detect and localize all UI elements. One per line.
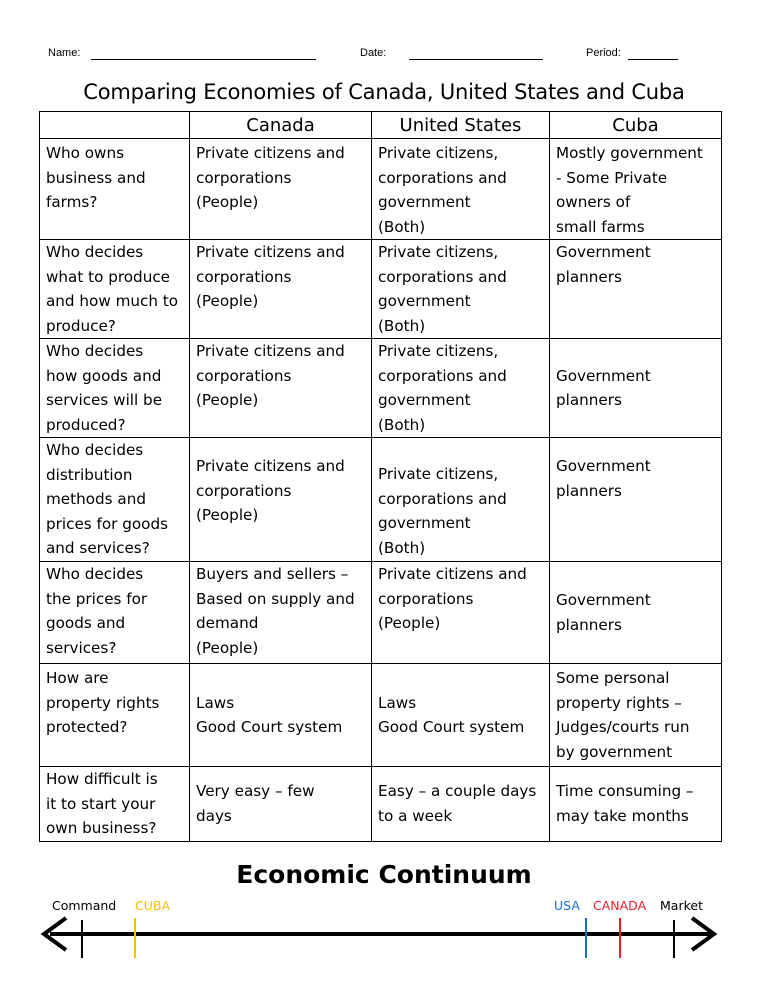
period-label: Period: bbox=[586, 47, 621, 59]
row-question: Who decides how goods and services will be produced? bbox=[40, 339, 190, 438]
name-label: Name: bbox=[48, 47, 81, 59]
column-header-canada: Canada bbox=[190, 112, 372, 139]
date-label: Date: bbox=[360, 47, 387, 59]
united-states-cell: Private citizens and corporations (People) bbox=[372, 562, 550, 664]
row-question: Who owns business and farms? bbox=[40, 139, 190, 240]
row-question: Who decides distribution methods and prices for goods and services? bbox=[40, 438, 190, 562]
row-question: Who decides the prices for goods and services? bbox=[40, 562, 190, 664]
canada-cell: Very easy – few days bbox=[190, 767, 372, 842]
page-title: Comparing Economies of Canada, United States and Cuba bbox=[83, 80, 685, 104]
united-states-cell: Private citizens, corporations and government (Both) bbox=[372, 438, 550, 562]
united-states-cell: Easy – a couple days to a week bbox=[372, 767, 550, 842]
united-states-cell: Private citizens, corporations and government (Both) bbox=[372, 139, 550, 240]
cuba-marker-label: CUBA bbox=[135, 898, 171, 913]
column-header-united-states: United States bbox=[372, 112, 550, 139]
cuba-cell: Mostly government - Some Private owners of small farms bbox=[550, 139, 722, 240]
canada-cell: Private citizens and corporations (People) bbox=[190, 339, 372, 438]
united-states-cell: Private citizens, corporations and government (Both) bbox=[372, 240, 550, 339]
canada-cell: Buyers and sellers – Based on supply and demand (People) bbox=[190, 562, 372, 664]
row-question: Who decides what to produce and how much to produce? bbox=[40, 240, 190, 339]
usa-marker-label: USA bbox=[554, 898, 580, 913]
united-states-cell: Laws Good Court system bbox=[372, 664, 550, 767]
canada-cell: Laws Good Court system bbox=[190, 664, 372, 767]
row-question: How difficult is it to start your own business? bbox=[40, 767, 190, 842]
continuum-title: Economic Continuum bbox=[236, 860, 532, 889]
canada-cell: Private citizens and corporations (People) bbox=[190, 139, 372, 240]
command-label: Command bbox=[52, 898, 117, 913]
canada-marker-label: CANADA bbox=[593, 898, 647, 913]
cuba-cell: Government planners bbox=[550, 562, 722, 664]
cuba-cell: Time consuming – may take months bbox=[550, 767, 722, 842]
canada-cell: Private citizens and corporations (People) bbox=[190, 438, 372, 562]
cuba-cell: Government planners bbox=[550, 438, 722, 562]
canada-cell: Private citizens and corporations (People) bbox=[190, 240, 372, 339]
cuba-cell: Government planners bbox=[550, 240, 722, 339]
row-question: How are property rights protected? bbox=[40, 664, 190, 767]
united-states-cell: Private citizens, corporations and government (Both) bbox=[372, 339, 550, 438]
column-header-cuba: Cuba bbox=[550, 112, 722, 139]
cuba-cell: Government planners bbox=[550, 339, 722, 438]
cuba-cell: Some personal property rights – Judges/courts run by government bbox=[550, 664, 722, 767]
market-label: Market bbox=[660, 898, 703, 913]
